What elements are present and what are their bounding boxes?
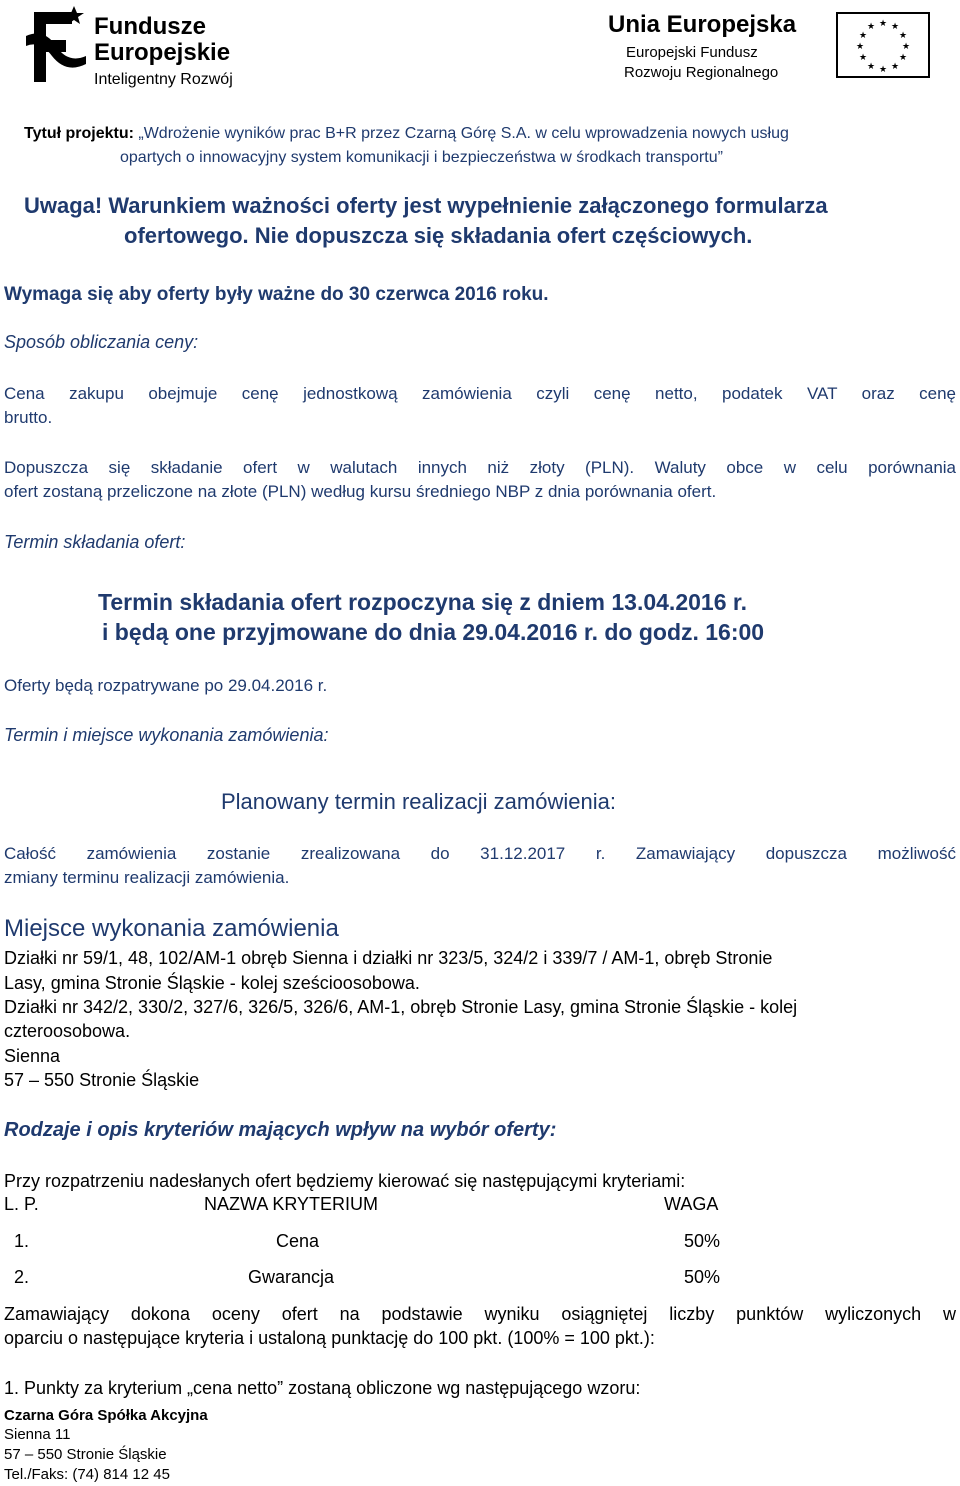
svg-text:★: ★ — [878, 65, 888, 75]
svg-text:★: ★ — [858, 53, 868, 63]
fundusze-europejskie-logo — [26, 6, 276, 96]
criteria-row-1-name: Cena — [276, 1231, 320, 1251]
svg-text:★: ★ — [901, 42, 911, 52]
criteria-table-header-name: NAZWA KRYTERIUM — [204, 1194, 379, 1214]
execution-p-line2: zmiany terminu realizacji zamówienia. — [4, 868, 290, 887]
svg-text:★: ★ — [878, 19, 888, 29]
criteria-row-1-lp: 1. — [14, 1231, 30, 1251]
svg-text:★: ★ — [898, 31, 908, 41]
svg-text:★: ★ — [890, 22, 900, 32]
execution-subheading: Planowany termin realizacji zamówienia: — [221, 789, 616, 814]
place-line4: czteroosobowa. — [4, 1021, 131, 1041]
deadline-line2: i będą one przyjmowane do dnia 29.04.2016 r. do godz. 16:00 — [102, 619, 765, 645]
fe-logo-line1: Fundusze — [94, 13, 206, 40]
svg-text:★: ★ — [858, 31, 868, 41]
place-line5: Sienna — [4, 1046, 61, 1066]
criteria-row-2-lp: 2. — [14, 1267, 30, 1287]
svg-text:★: ★ — [866, 62, 876, 72]
validity-note: Wymaga się aby oferty były ważne do 30 czerwca 2016 roku. — [4, 284, 549, 305]
footer-street: Sienna 11 — [4, 1426, 71, 1443]
criteria-intro: Przy rozpatrzeniu nadesłanych ofert będziemy kierować się następującymi kryteriami: — [4, 1171, 686, 1191]
svg-text:★: ★ — [855, 42, 865, 52]
execution-heading: Termin i miejsce wykonania zamówienia: — [4, 725, 329, 745]
criteria-p-line2: oparciu o następujące kryteria i ustaloną punktację do 100 pkt. (100% = 100 pkt.): — [4, 1328, 655, 1348]
place-line1: Działki nr 59/1, 48, 102/AM-1 obręb Sienna i działki nr 323/5, 324/2 i 339/7 / AM-1, obręb Stronie — [4, 948, 773, 968]
warning-line2: ofertowego. Nie dopuszcza się składania ofert częściowych. — [124, 223, 753, 248]
price-p2-line1: Dopuszcza się składanie ofert w walutach innych niż złoty (PLN). Waluty obce w celu porównania — [4, 458, 956, 477]
criteria-formula-intro: 1. Punkty za kryterium „cena netto” zostaną obliczone wg następującego wzoru: — [4, 1378, 641, 1398]
place-line2: Lasy, gmina Stronie Śląskie - kolej sześcioosobowa. — [4, 973, 420, 993]
project-title-label: Tytuł projektu: — [24, 125, 139, 142]
criteria-row-2-name: Gwarancja — [248, 1267, 335, 1287]
eu-flag-icon — [836, 12, 930, 78]
criteria-table-header-weight: WAGA — [664, 1194, 719, 1214]
footer-company: Czarna Góra Spółka Akcyjna — [4, 1407, 208, 1424]
price-p2-line2: ofert zostaną przeliczone na złote (PLN) według kursu średniego NBP z dnia porównania ofert. — [4, 482, 717, 501]
deadline-heading: Termin składania ofert: — [4, 532, 186, 552]
svg-text:★: ★ — [866, 22, 876, 32]
criteria-p-line1: Zamawiający dokona oceny ofert na podstawie wyniku osiągniętej liczby punktów wyliczonych w — [4, 1304, 956, 1324]
fe-logo-line3: Inteligentny Rozwój — [94, 71, 233, 88]
place-heading: Miejsce wykonania zamówienia — [4, 915, 339, 942]
svg-text:★: ★ — [890, 62, 900, 72]
ue-logo-line2: Europejski Fundusz — [626, 44, 758, 61]
ue-logo-line1: Unia Europejska — [608, 11, 797, 38]
project-title-line2: opartych o innowacyjny system komunikacji i bezpieczeństwa w środkach transportu” — [120, 149, 723, 166]
criteria-row-2-weight: 50% — [684, 1267, 721, 1287]
ue-logo-line3: Rozwoju Regionalnego — [624, 64, 779, 81]
warning-line1: Uwaga! Warunkiem ważności oferty jest wypełnienie załączonego formularza — [24, 193, 828, 218]
execution-p-line1: Całość zamówienia zostanie zrealizowana do 31.12.2017 r. Zamawiający dopuszcza możliwość — [4, 844, 956, 863]
price-heading: Sposób obliczania ceny: — [4, 332, 199, 352]
criteria-heading: Rodzaje i opis kryteriów mających wpływ na wybór oferty: — [4, 1119, 557, 1141]
svg-text:★: ★ — [898, 53, 908, 63]
place-line6: 57 – 550 Stronie Śląskie — [4, 1070, 200, 1090]
criteria-row-1-weight: 50% — [684, 1231, 721, 1251]
footer-phone: Tel./Faks: (74) 814 12 45 — [4, 1466, 170, 1483]
place-line3: Działki nr 342/2, 330/2, 327/6, 326/5, 326/6, AM-1, obręb Stronie Lasy, gmina Stronie Śląskie - kolej — [4, 997, 798, 1017]
price-p1-line2: brutto. — [4, 408, 53, 427]
footer-city: 57 – 550 Stronie Śląskie — [4, 1446, 167, 1463]
price-p1-line1: Cena zakupu obejmuje cenę jednostkową zamówienia czyli cenę netto, podatek VAT oraz cenę — [4, 384, 956, 403]
project-title-text: „Wdrożenie wyników prac B+R przez Czarną Górę S.A. w celu wprowadzenia nowych usług — [138, 125, 789, 142]
deadline-note: Oferty będą rozpatrywane po 29.04.2016 r. — [4, 676, 328, 695]
deadline-line1: Termin składania ofert rozpoczyna się z dniem 13.04.2016 r. — [98, 589, 747, 615]
criteria-table-header-lp: L. P. — [4, 1194, 39, 1214]
project-title-line1 — [24, 124, 944, 144]
fe-star-mark-icon — [26, 6, 88, 88]
unia-europejska-logo — [608, 10, 938, 90]
fe-logo-line2: Europejskie — [94, 39, 231, 66]
